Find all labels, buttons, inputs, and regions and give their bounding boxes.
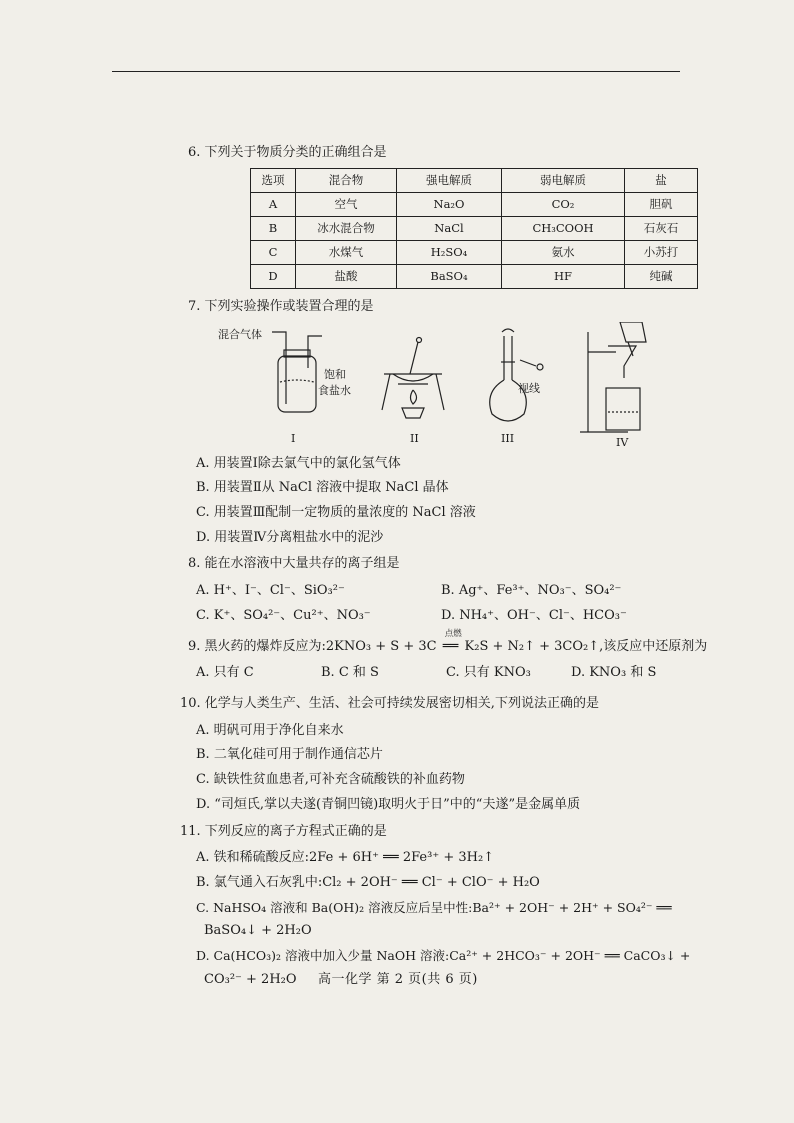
reaction-arrow: 点燃 ══ (442, 628, 462, 654)
question-10-option-d: D. “司烜氏,掌以夫遂(青铜凹镜)取明火于日”中的“夫遂”是金属单质 (196, 796, 581, 812)
apparatus-drawing (188, 322, 708, 450)
label-apparatus-4: IV (616, 435, 629, 449)
question-9-stem-post: K₂S + N₂↑ + 3CO₂↑,该反应中还原剂为 (464, 638, 708, 654)
question-11-stem: 11. 下列反应的离子方程式正确的是 (180, 823, 387, 839)
table-cell: C (251, 240, 296, 264)
table-header: 弱电解质 (502, 168, 625, 192)
question-10-stem: 10. 化学与人类生产、生活、社会可持续发展密切相关,下列说法正确的是 (180, 696, 599, 711)
question-11-option-b: B. 氯气通入石灰乳中:Cl₂ + 2OH⁻ ══ Cl⁻ + ClO⁻ + H₂O (196, 875, 540, 891)
question-11-option-c-cont: BaSO₄↓ + 2H₂O (204, 923, 312, 939)
table-cell: BaSO₄ (397, 264, 502, 288)
question-9-option-d: D. KNO₃ 和 S (571, 665, 657, 681)
table-header: 选项 (251, 168, 296, 192)
table-cell: 胆矾 (625, 192, 698, 216)
table-cell: 纯碱 (625, 264, 698, 288)
table-cell: NaCl (397, 216, 502, 240)
table-header: 盐 (625, 168, 698, 192)
question-10-option-a: A. 明矾可用于净化自来水 (196, 722, 344, 738)
apparatus-3-volumetric-flask (490, 329, 543, 421)
apparatus-2-evaporation (382, 337, 444, 418)
question-9-option-c: C. 只有 KNO₃ (446, 665, 531, 681)
table-cell: Na₂O (397, 192, 502, 216)
label-sight-line: 视线 (518, 381, 540, 395)
question-11-option-c: C. NaHSO₄ 溶液和 Ba(OH)₂ 溶液反应后呈中性:Ba²⁺ + 2OH⁻ + 2H⁺ + SO₄²⁻ ══ (196, 899, 672, 915)
question-8-stem: 8. 能在水溶液中大量共存的离子组是 (188, 556, 400, 572)
table-header: 混合物 (296, 168, 397, 192)
question-9-option-a: A. 只有 C (196, 665, 254, 681)
question-8-options (196, 579, 708, 628)
table-cell: A (251, 192, 296, 216)
question-7-option-b: B. 用装置Ⅱ从 NaCl 溶液中提取 NaCl 晶体 (196, 480, 449, 496)
question-8-option-c: C. K⁺、SO₄²⁻、Cu²⁺、NO₃⁻ (196, 607, 371, 623)
table-cell: 冰水混合物 (296, 216, 397, 240)
table-cell: D (251, 264, 296, 288)
question-9-option-b: B. C 和 S (321, 665, 379, 681)
question-9-stem-pre: 9. 黑火药的爆炸反应为:2KNO₃ + S + 3C (188, 638, 437, 654)
header-rule (112, 71, 680, 72)
reaction-condition: 点燃 (444, 628, 462, 639)
question-7-option-c: C. 用装置Ⅲ配制一定物质的量浓度的 NaCl 溶液 (196, 504, 476, 520)
table-cell: 氨水 (502, 240, 625, 264)
question-11-option-d-cont: CO₃²⁻ + 2H₂O (204, 971, 297, 987)
label-mixed-gas: 混合气体 (218, 327, 262, 341)
question-7-stem: 7. 下列实验操作或装置合理的是 (188, 298, 374, 314)
table-cell: H₂SO₄ (397, 240, 502, 264)
question-9-stem (188, 628, 708, 658)
question-8-option-a: A. H⁺、I⁻、Cl⁻、SiO₃²⁻ (196, 583, 345, 599)
table-row (251, 216, 698, 240)
label-apparatus-3: III (501, 431, 515, 445)
question-8-option-b: B. Ag⁺、Fe³⁺、NO₃⁻、SO₄²⁻ (441, 583, 622, 599)
question-9 (188, 628, 708, 686)
table-cell: 水煤气 (296, 240, 397, 264)
table-cell: 盐酸 (296, 264, 397, 288)
page-footer: 高一化学 第 2 页(共 6 页) (318, 972, 478, 987)
question-7-option-a: A. 用装置Ⅰ除去氯气中的氯化氢气体 (196, 455, 401, 471)
table-cell: B (251, 216, 296, 240)
table-cell: 石灰石 (625, 216, 698, 240)
question-10-option-b: B. 二氧化硅可用于制作通信芯片 (196, 747, 383, 763)
table-cell: CH₃COOH (502, 216, 625, 240)
question-8 (188, 554, 708, 628)
question-11-option-d: D. Ca(HCO₃)₂ 溶液中加入少量 NaOH 溶液:Ca²⁺ + 2HCO₃⁻ + 2OH⁻ ══ CaCO₃↓ + (196, 948, 691, 964)
table-cell: CO₂ (502, 192, 625, 216)
question-6 (188, 143, 708, 289)
table-row (251, 264, 698, 288)
label-apparatus-1: I (291, 431, 296, 445)
label-brine: 食盐水 (318, 383, 351, 397)
question-11-option-a: A. 铁和稀硫酸反应:2Fe + 6H⁺ ══ 2Fe³⁺ + 3H₂↑ (196, 850, 495, 866)
table-header-row (251, 168, 698, 192)
table-cell: HF (502, 264, 625, 288)
question-6-stem: 6. 下列关于物质分类的正确组合是 (188, 145, 387, 160)
apparatus-1-wash-bottle (272, 332, 322, 412)
label-apparatus-2: II (410, 431, 419, 445)
classification-table (250, 168, 698, 289)
question-10 (180, 694, 708, 818)
table-header: 强电解质 (397, 168, 502, 192)
question-7 (188, 297, 708, 551)
table-cell: 小苏打 (625, 240, 698, 264)
question-11 (180, 822, 708, 993)
table-cell: 空气 (296, 192, 397, 216)
apparatus-4-filtration (580, 322, 646, 432)
question-10-option-c: C. 缺铁性贫血患者,可补充含硫酸铁的补血药物 (196, 772, 465, 788)
label-saturated: 饱和 (324, 367, 346, 381)
table-row (251, 192, 698, 216)
question-7-option-d: D. 用装置Ⅳ分离粗盐水中的泥沙 (196, 529, 384, 545)
apparatus-figures (188, 322, 708, 450)
table-row (251, 240, 698, 264)
question-9-options (196, 661, 708, 686)
question-8-option-d: D. NH₄⁺、OH⁻、Cl⁻、HCO₃⁻ (441, 607, 627, 623)
content (180, 143, 708, 993)
